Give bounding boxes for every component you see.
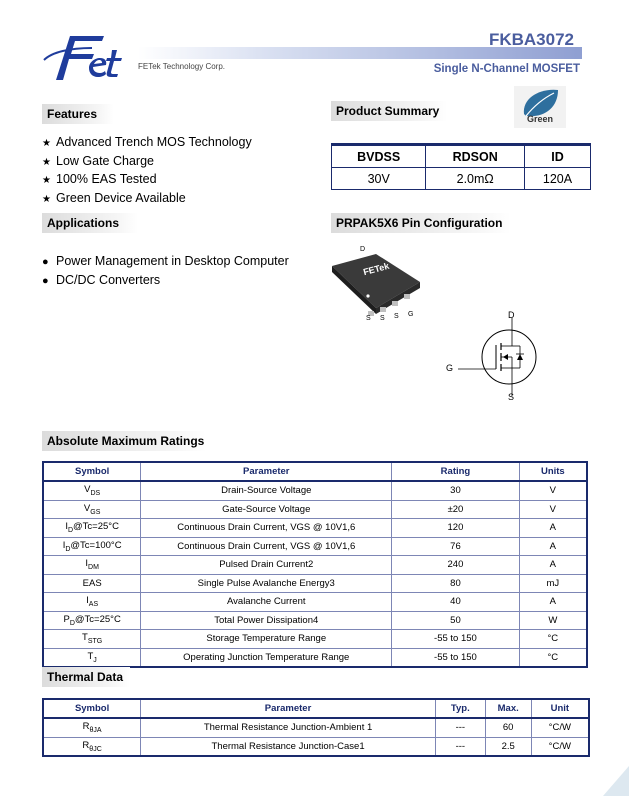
symbol-sub: θJC (89, 745, 102, 753)
table-row (43, 630, 587, 649)
symbol-main: P (63, 613, 70, 625)
feature-item: ★ Advanced Trench MOS Technology (42, 134, 252, 153)
symbol-sub: θJA (89, 727, 102, 735)
symbol-cell (43, 737, 141, 756)
summary-value: 2.0mΩ (426, 168, 525, 190)
parameter-cell: Storage Temperature Range (141, 630, 392, 649)
parameter-cell: Continuous Drain Current, VGS @ 10V1,6 (141, 519, 392, 538)
table-row (43, 519, 587, 538)
symbol-sub: DM (88, 564, 99, 572)
symbol-cell (43, 593, 141, 612)
pin-label: S (380, 315, 385, 322)
symbol-main: R (82, 721, 90, 733)
corner-decoration (603, 766, 629, 796)
unit-cell: °C/W (531, 737, 589, 756)
parameter-cell: Operating Junction Temperature Range (141, 648, 392, 667)
ratings-table (42, 461, 588, 668)
pin-label: S (366, 315, 371, 322)
symbol-sub: GS (90, 508, 101, 516)
thermal-heading: Thermal Data (42, 667, 130, 687)
symbol-main: V (84, 484, 91, 496)
table-row (43, 593, 587, 612)
ratings-header: Rating (392, 462, 519, 481)
summary-value: 120A (525, 168, 591, 190)
unit-cell: A (519, 593, 587, 612)
table-row (43, 500, 587, 519)
symbol-cell (43, 500, 141, 519)
unit-cell: V (519, 500, 587, 519)
unit-cell: A (519, 537, 587, 556)
application-item: ● DC/DC Converters (42, 272, 289, 291)
parameter-cell: Single Pulse Avalanche Energy3 (141, 574, 392, 593)
thermal-header: Typ. (435, 699, 485, 718)
feature-item: ★ Low Gate Charge (42, 153, 252, 172)
symbol-tail: @Tc=100°C (70, 539, 122, 551)
symbol-sub: STG (87, 638, 103, 646)
table-row (43, 556, 587, 575)
green-badge-label: Green (526, 114, 553, 124)
star-icon: ★ (42, 175, 51, 186)
fetek-logo (42, 30, 138, 82)
symbol-cell (43, 574, 141, 593)
unit-cell: V (519, 481, 587, 500)
parameter-cell: Total Power Dissipation4 (141, 611, 392, 630)
rating-cell: ±20 (392, 500, 519, 519)
rating-cell: 40 (392, 593, 519, 612)
typ-cell: --- (435, 718, 485, 737)
summary-header: BVDSS (332, 145, 426, 168)
rating-cell: 80 (392, 574, 519, 593)
symbol-cell (43, 537, 141, 556)
star-icon: ★ (42, 193, 51, 205)
table-row (43, 737, 589, 756)
product-summary-heading: Product Summary (331, 101, 447, 121)
rating-cell: 50 (392, 611, 519, 630)
rating-cell: -55 to 150 (392, 648, 519, 667)
thermal-table (42, 698, 590, 757)
bullet-icon: ● (42, 274, 49, 287)
parameter-cell: Avalanche Current (141, 593, 392, 612)
ratings-heading: Absolute Maximum Ratings (42, 431, 206, 451)
symbol-cell (43, 519, 141, 538)
summary-header: RDSON (426, 145, 525, 168)
unit-cell: °C/W (531, 718, 589, 737)
table-row (43, 611, 587, 630)
typ-cell: --- (435, 737, 485, 756)
parameter-cell: Thermal Resistance Junction-Ambient 1 (141, 718, 436, 737)
summary-value: 30V (332, 168, 426, 190)
symbol-cell (43, 718, 141, 737)
summary-header: ID (525, 145, 591, 168)
symbol-cell (43, 648, 141, 667)
pin-label: S (394, 313, 399, 320)
symbol-main: EAS (82, 577, 102, 589)
rating-cell: -55 to 150 (392, 630, 519, 649)
symbol-main: I (62, 539, 66, 551)
pin-drain-label: D (360, 246, 366, 253)
package-brand: FETek (362, 260, 391, 278)
feature-item: ★ 100% EAS Tested (42, 171, 252, 190)
unit-cell: A (519, 519, 587, 538)
symbol-source-label: S (508, 392, 515, 402)
symbol-main: T (82, 632, 88, 644)
mosfet-symbol-icon (440, 308, 540, 408)
symbol-sub: D (65, 545, 71, 553)
table-row (43, 574, 587, 593)
features-heading: Features (42, 104, 114, 124)
symbol-cell (43, 556, 141, 575)
pin-label: G (408, 311, 414, 318)
unit-cell: W (519, 611, 587, 630)
rating-cell: 240 (392, 556, 519, 575)
rating-cell: 30 (392, 481, 519, 500)
symbol-drain-label: D (508, 310, 515, 320)
parameter-cell: Gate-Source Voltage (141, 500, 392, 519)
ratings-header: Units (519, 462, 587, 481)
symbol-main: I (86, 595, 89, 607)
symbol-sub: J (93, 656, 97, 664)
table-row (43, 718, 589, 737)
applications-list (42, 253, 289, 290)
table-row (43, 648, 587, 667)
symbol-gate-label: G (446, 363, 454, 373)
thermal-header: Max. (485, 699, 531, 718)
symbol-main: T (87, 650, 94, 662)
rating-cell: 76 (392, 537, 519, 556)
parameter-cell: Thermal Resistance Junction-Case1 (141, 737, 436, 756)
feature-item: ★ Green Device Available (42, 190, 252, 209)
symbol-tail: @Tc=25°C (74, 613, 121, 625)
symbol-tail: @Tc=25°C (73, 521, 119, 533)
product-summary-table (331, 143, 591, 190)
bullet-icon: ● (42, 256, 49, 268)
symbol-sub: D (67, 527, 74, 535)
unit-cell: °C (519, 630, 587, 649)
star-icon: ★ (42, 138, 51, 149)
parameter-cell: Continuous Drain Current, VGS @ 10V1,6 (141, 537, 392, 556)
symbol-cell (43, 611, 141, 630)
ratings-header: Parameter (141, 462, 392, 481)
symbol-cell (43, 481, 141, 500)
symbol-sub: D (69, 619, 75, 627)
star-icon: ★ (42, 156, 51, 168)
application-item: ● Power Management in Desktop Computer (42, 253, 289, 272)
pin-config-heading: PRPAK5X6 Pin Configuration (331, 213, 511, 233)
ratings-header: Symbol (43, 462, 141, 481)
table-row (43, 481, 587, 500)
parameter-cell: Pulsed Drain Current2 (141, 556, 392, 575)
symbol-main: I (85, 558, 89, 570)
unit-cell: °C (519, 648, 587, 667)
symbol-main: V (83, 502, 91, 514)
symbol-cell (43, 630, 141, 649)
max-cell: 60 (485, 718, 531, 737)
features-list (42, 134, 252, 208)
thermal-header: Parameter (141, 699, 436, 718)
device-subtitle: Single N-Channel MOSFET (433, 63, 580, 75)
parameter-cell: Drain-Source Voltage (141, 481, 392, 500)
thermal-header: Symbol (43, 699, 141, 718)
unit-cell: A (519, 556, 587, 575)
rating-cell: 120 (392, 519, 519, 538)
unit-cell: mJ (519, 574, 587, 593)
thermal-header: Unit (531, 699, 589, 718)
symbol-sub: AS (88, 601, 99, 609)
company-name: FETek Technology Corp. (138, 62, 226, 71)
table-row (43, 537, 587, 556)
symbol-main: R (82, 739, 90, 751)
symbol-sub: DS (90, 490, 101, 498)
part-number: FKBA3072 (488, 30, 574, 49)
max-cell: 2.5 (485, 737, 531, 756)
symbol-main: I (65, 521, 68, 533)
applications-heading: Applications (42, 213, 138, 233)
